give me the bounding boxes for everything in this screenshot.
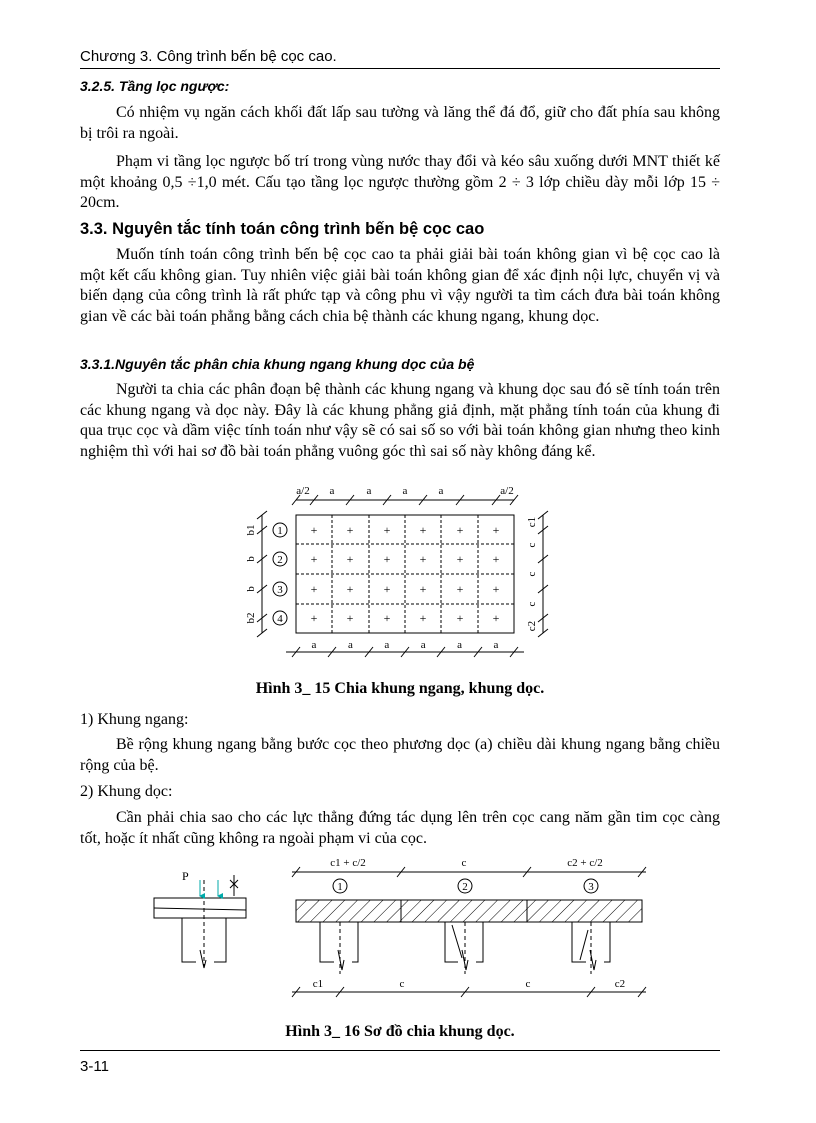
pile bbox=[320, 922, 358, 970]
pile-marker: + bbox=[419, 582, 427, 596]
left-dimension-label: b bbox=[245, 556, 257, 562]
pile-marker: + bbox=[346, 611, 354, 625]
paragraph: Bề rộng khung ngang bằng bước cọc theo phương dọc (a) chiều dài khung ngang bằng chiều rộng của bệ. bbox=[80, 736, 720, 774]
bottom-dimension-label: a bbox=[457, 639, 463, 651]
bottom-dimension-label: c1 bbox=[312, 978, 324, 990]
footer-rule bbox=[80, 1050, 720, 1051]
pile-marker: + bbox=[456, 523, 464, 537]
bottom-dimension-label: a bbox=[384, 639, 390, 651]
paragraph: Muốn tính toán công trình bến bệ cọc cao ta phải giải bài toán không gian vì bệ cọc cao là một kết cấu không gian. Tuy nhiên việc giải bài toán không gian để xác định nội lực, chuyển vị và biến dạng của công trình là rất phức tạp và công phu vì vậy người ta tìm cách đưa bài toán không gian về các bài toán phẳng bằng cách chia bệ thành các khung ngang, khung dọc. bbox=[80, 246, 720, 325]
pile-marker: + bbox=[492, 552, 500, 566]
pile-marker: + bbox=[383, 582, 391, 596]
pile-cap-sketch bbox=[154, 875, 246, 968]
pile-marker: + bbox=[346, 582, 354, 596]
pile-marker: + bbox=[419, 611, 427, 625]
paragraph: Phạm vi tầng lọc ngược bố trí trong vùng nước thay đổi và kéo sâu xuống dưới MNT thiết kế một khoảng 0,5 ÷1,0 mét. Cấu tạo tầng lọc ngược thường gồm 2 ÷ 3 lớp chiều dày mỗi lớp 15 ÷ 20cm. bbox=[80, 153, 720, 211]
row-label: 3 bbox=[277, 584, 283, 596]
top-dimension-label: a/2 bbox=[500, 485, 514, 497]
pile-marker: + bbox=[383, 611, 391, 625]
right-dimension-label: c bbox=[526, 601, 538, 607]
load-label: P bbox=[182, 869, 189, 883]
pile-marker: + bbox=[492, 611, 500, 625]
pile-marker: + bbox=[346, 523, 354, 537]
top-dimension-label: c1 + c/2 bbox=[330, 857, 366, 869]
list-item-label: 2) Khung dọc: bbox=[80, 783, 173, 800]
pile-marker: + bbox=[310, 582, 318, 596]
pile-marker: + bbox=[383, 552, 391, 566]
row-label: 2 bbox=[277, 554, 283, 566]
row-label: 4 bbox=[277, 613, 283, 625]
top-dimension-label: a bbox=[402, 485, 408, 497]
top-dimension-label: a bbox=[438, 485, 444, 497]
figure-longitudinal-frame bbox=[0, 850, 816, 1020]
left-dimension-label: b bbox=[245, 586, 257, 592]
left-dimension-label: b1 bbox=[245, 524, 257, 536]
top-dimension-label: a bbox=[329, 485, 335, 497]
pile-marker: + bbox=[456, 582, 464, 596]
row-label: 1 bbox=[277, 525, 283, 537]
pile-marker: + bbox=[310, 552, 318, 566]
frame-label: 2 bbox=[462, 881, 468, 893]
top-dimension-label: a/2 bbox=[296, 485, 310, 497]
pile-marker: + bbox=[492, 582, 500, 596]
longitudinal-beam bbox=[296, 900, 642, 922]
pile-marker: + bbox=[456, 552, 464, 566]
frame-label: 1 bbox=[337, 881, 343, 893]
pile-marker: + bbox=[310, 611, 318, 625]
pile-marker: + bbox=[456, 611, 464, 625]
bottom-dimension-label: c bbox=[399, 978, 405, 990]
right-dimension-label: c bbox=[526, 571, 538, 577]
bottom-dimension-label: a bbox=[493, 639, 499, 651]
right-dimension-label: c1 bbox=[526, 516, 538, 528]
left-dimension-label: b2 bbox=[245, 612, 257, 624]
bottom-dimension-label: a bbox=[420, 639, 426, 651]
pile-marker: + bbox=[419, 552, 427, 566]
section-heading-3-3-1: 3.3.1.Nguyên tắc phân chia khung ngang khung dọc của bệ bbox=[80, 356, 475, 372]
pile bbox=[445, 922, 483, 970]
figure-caption: Hình 3_ 15 Chia khung ngang, khung dọc. bbox=[255, 680, 545, 697]
grid-dashed-lines bbox=[296, 515, 514, 633]
bottom-dimension-label: a bbox=[347, 639, 353, 651]
bottom-dimension-label: a bbox=[311, 639, 317, 651]
figure-caption: Hình 3_ 16 Sơ đồ chia khung dọc. bbox=[285, 1023, 515, 1040]
piles bbox=[320, 922, 610, 974]
bottom-dimension-label: c bbox=[525, 978, 531, 990]
paragraph: Người ta chia các phân đoạn bệ thành các khung ngang và khung dọc sau đó sẽ tính toán trên các khung ngang và dọc này. Đây là các khung phẳng giả định, mặt phẳng tính toán của khung đi qua trục cọc và dầm việc tính toán như vậy sẽ có sai số so với bài toán không gian nhưng theo kinh nghiệm thì với hai sơ đồ bài toán phẳng vuông góc thì sai số này không đáng kể. bbox=[80, 381, 720, 460]
frame-label: 3 bbox=[588, 881, 594, 893]
pile-marker: + bbox=[383, 523, 391, 537]
list-item-label: 1) Khung ngang: bbox=[80, 711, 189, 728]
pile-marker: + bbox=[492, 523, 500, 537]
top-dimension-label: c bbox=[461, 857, 467, 869]
page-number: 3-11 bbox=[80, 1058, 109, 1075]
right-dimension-label: c bbox=[526, 542, 538, 548]
top-dimension-label: a bbox=[366, 485, 372, 497]
right-dimension-label: c2 bbox=[526, 620, 538, 632]
bottom-dimension-label: c2 bbox=[614, 978, 626, 990]
page-header: Chương 3. Công trình bến bệ cọc cao. bbox=[80, 48, 337, 65]
section-heading-3-3: 3.3. Nguyên tắc tính toán công trình bến bệ cọc cao bbox=[80, 220, 485, 238]
section-heading-3-2-5: 3.2.5. Tầng lọc ngược: bbox=[80, 78, 230, 94]
top-dimension-label: c2 + c/2 bbox=[567, 857, 603, 869]
pile-marker: + bbox=[310, 523, 318, 537]
pile-marker: + bbox=[346, 552, 354, 566]
paragraph: Có nhiệm vụ ngăn cách khối đất lấp sau tường và lăng thể đá đổ, giữ cho đất phía sau không bị trôi ra ngoài. bbox=[80, 104, 720, 142]
paragraph: Cần phải chia sao cho các lực thẳng đứng tác dụng lên trên cọc cang năm gần tim cọc càng tốt, hoặc ít nhất cũng không ra ngoài phạm vi của cọc. bbox=[80, 809, 720, 847]
pile-marker: + bbox=[419, 523, 427, 537]
